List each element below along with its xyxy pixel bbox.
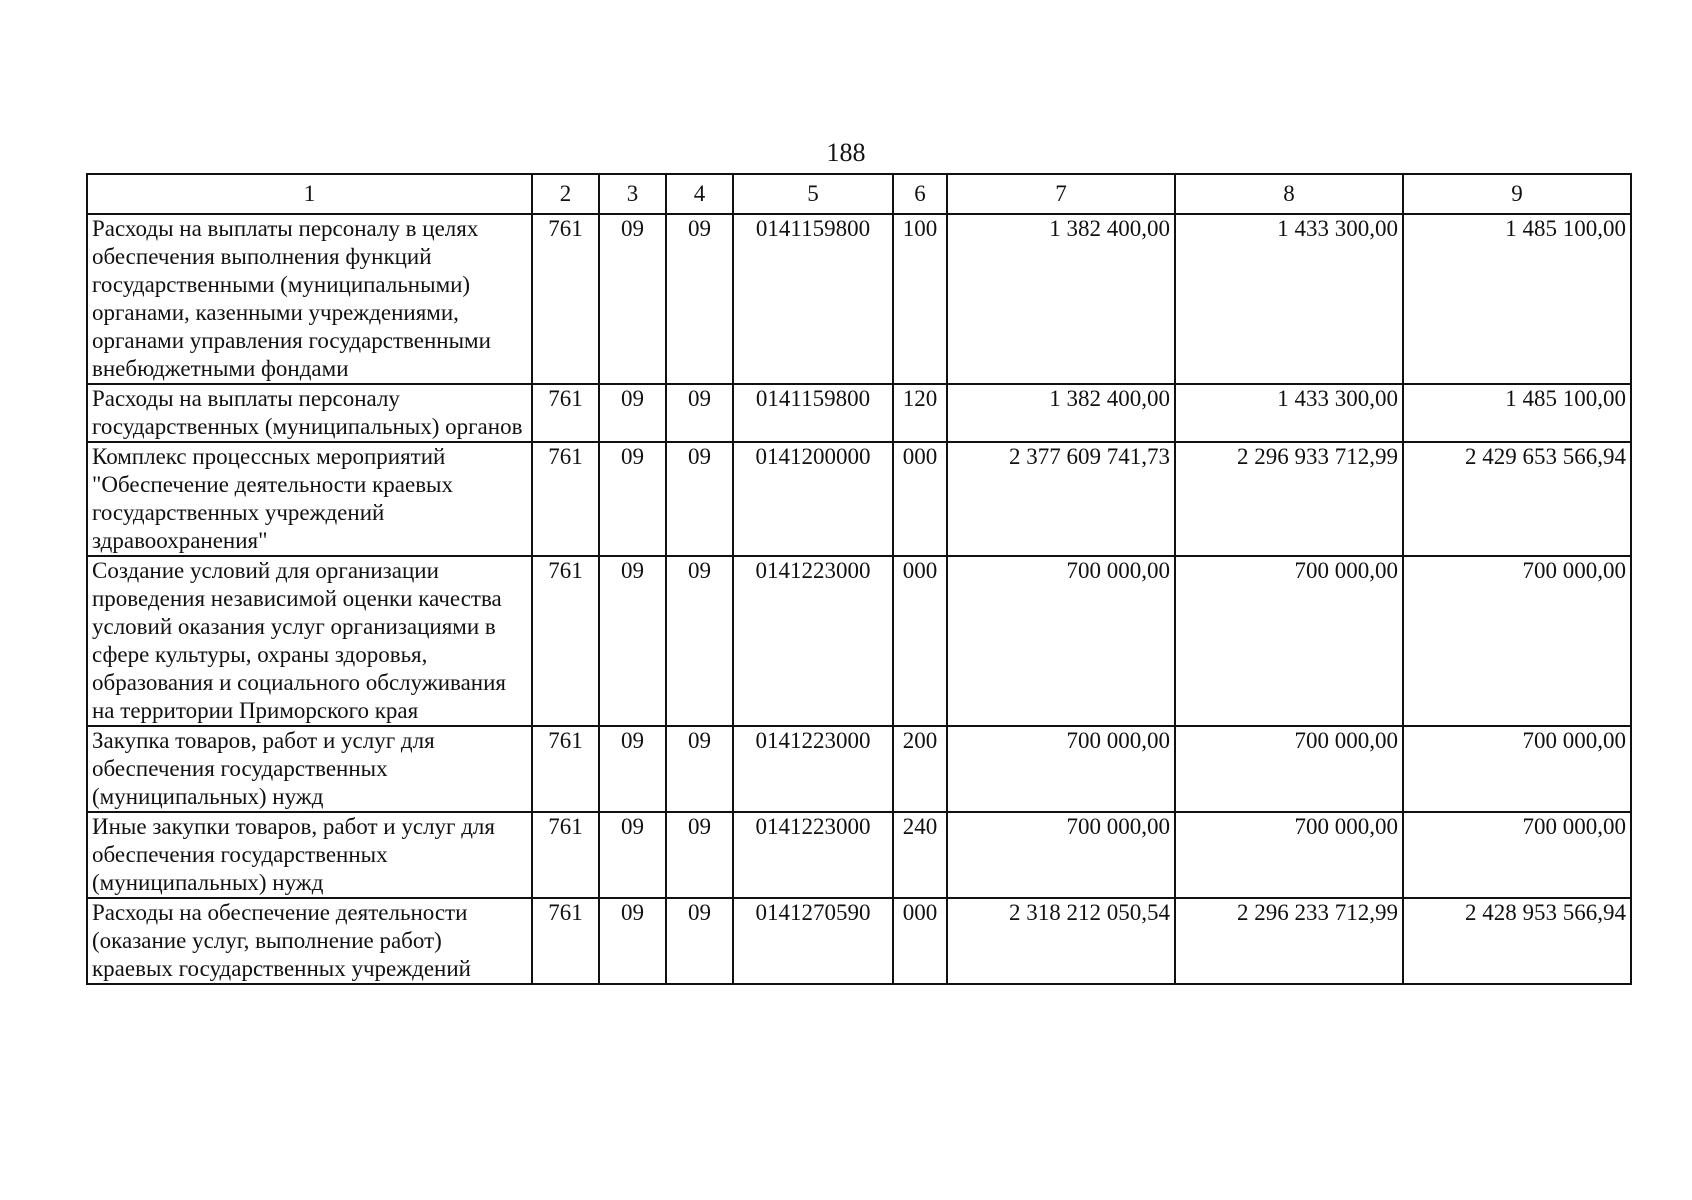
row-code-6: 240	[893, 812, 947, 898]
header-col-6: 6	[893, 174, 947, 214]
header-col-8: 8	[1175, 174, 1403, 214]
row-code-3: 09	[599, 214, 666, 384]
row-code-2: 761	[532, 812, 599, 898]
row-code-3: 09	[599, 442, 666, 556]
header-col-9: 9	[1403, 174, 1631, 214]
row-code-2: 761	[532, 442, 599, 556]
row-code-5: 0141223000	[733, 726, 893, 812]
row-code-4: 09	[666, 384, 733, 442]
row-code-2: 761	[532, 726, 599, 812]
table-row	[87, 384, 1631, 442]
row-name: Расходы на обеспечение деятельности (оказание услуг, выполнение работ) краевых государственных учреждений	[87, 898, 532, 984]
row-amount-8: 700 000,00	[1175, 726, 1403, 812]
row-amount-9: 700 000,00	[1403, 812, 1631, 898]
row-code-5: 0141223000	[733, 812, 893, 898]
row-code-5: 0141159800	[733, 384, 893, 442]
row-code-2: 761	[532, 556, 599, 726]
row-amount-7: 1 382 400,00	[947, 384, 1175, 442]
row-amount-9: 2 428 953 566,94	[1403, 898, 1631, 984]
row-amount-9: 1 485 100,00	[1403, 384, 1631, 442]
row-code-2: 761	[532, 214, 599, 384]
budget-table	[86, 173, 1632, 985]
row-amount-7: 1 382 400,00	[947, 214, 1175, 384]
row-code-3: 09	[599, 556, 666, 726]
row-code-6: 000	[893, 556, 947, 726]
row-amount-9: 700 000,00	[1403, 556, 1631, 726]
row-code-6: 200	[893, 726, 947, 812]
row-code-5: 0141223000	[733, 556, 893, 726]
row-name: Иные закупки товаров, работ и услуг для обеспечения государственных (муниципальных) нужд	[87, 812, 532, 898]
table-row	[87, 812, 1631, 898]
header-col-1: 1	[87, 174, 532, 214]
table-row	[87, 726, 1631, 812]
table-row	[87, 442, 1631, 556]
row-amount-8: 700 000,00	[1175, 556, 1403, 726]
row-code-5: 0141200000	[733, 442, 893, 556]
row-amount-7: 2 318 212 050,54	[947, 898, 1175, 984]
row-code-6: 100	[893, 214, 947, 384]
row-name: Расходы на выплаты персоналу в целях обеспечения выполнения функций государственными (муниципальными) органами, казенными учреждениями, органами управления государственными внебюджетными фондами	[87, 214, 532, 384]
header-col-3: 3	[599, 174, 666, 214]
row-code-3: 09	[599, 812, 666, 898]
header-col-7: 7	[947, 174, 1175, 214]
row-code-4: 09	[666, 726, 733, 812]
row-code-6: 120	[893, 384, 947, 442]
row-code-4: 09	[666, 556, 733, 726]
header-col-2: 2	[532, 174, 599, 214]
row-name: Комплекс процессных мероприятий "Обеспечение деятельности краевых государственных учреждений здравоохранения"	[87, 442, 532, 556]
row-code-3: 09	[599, 726, 666, 812]
row-code-5: 0141159800	[733, 214, 893, 384]
row-code-4: 09	[666, 898, 733, 984]
row-code-4: 09	[666, 812, 733, 898]
row-name: Расходы на выплаты персоналу государственных (муниципальных) органов	[87, 384, 532, 442]
table-row	[87, 214, 1631, 384]
header-col-5: 5	[733, 174, 893, 214]
row-code-5: 0141270590	[733, 898, 893, 984]
row-code-4: 09	[666, 442, 733, 556]
row-amount-8: 1 433 300,00	[1175, 214, 1403, 384]
table-row	[87, 556, 1631, 726]
table-header	[87, 174, 1631, 214]
row-name: Закупка товаров, работ и услуг для обеспечения государственных (муниципальных) нужд	[87, 726, 532, 812]
row-name: Создание условий для организации проведения независимой оценки качества условий оказания услуг организациями в сфере культуры, охраны здоровья, образования и социального обслуживания на территории Приморского края	[87, 556, 532, 726]
row-code-2: 761	[532, 898, 599, 984]
row-amount-8: 700 000,00	[1175, 812, 1403, 898]
row-amount-8: 2 296 933 712,99	[1175, 442, 1403, 556]
table-row	[87, 898, 1631, 984]
row-amount-9: 700 000,00	[1403, 726, 1631, 812]
row-code-6: 000	[893, 898, 947, 984]
row-amount-8: 2 296 233 712,99	[1175, 898, 1403, 984]
row-amount-9: 2 429 653 566,94	[1403, 442, 1631, 556]
row-code-3: 09	[599, 898, 666, 984]
row-code-3: 09	[599, 384, 666, 442]
table-body	[87, 214, 1631, 984]
row-code-2: 761	[532, 384, 599, 442]
header-col-4: 4	[666, 174, 733, 214]
row-amount-7: 700 000,00	[947, 812, 1175, 898]
row-amount-9: 1 485 100,00	[1403, 214, 1631, 384]
header-row	[87, 174, 1631, 214]
row-amount-7: 700 000,00	[947, 726, 1175, 812]
row-amount-7: 2 377 609 741,73	[947, 442, 1175, 556]
row-amount-7: 700 000,00	[947, 556, 1175, 726]
page-number: 188	[826, 138, 866, 167]
row-code-6: 000	[893, 442, 947, 556]
row-amount-8: 1 433 300,00	[1175, 384, 1403, 442]
row-code-4: 09	[666, 214, 733, 384]
